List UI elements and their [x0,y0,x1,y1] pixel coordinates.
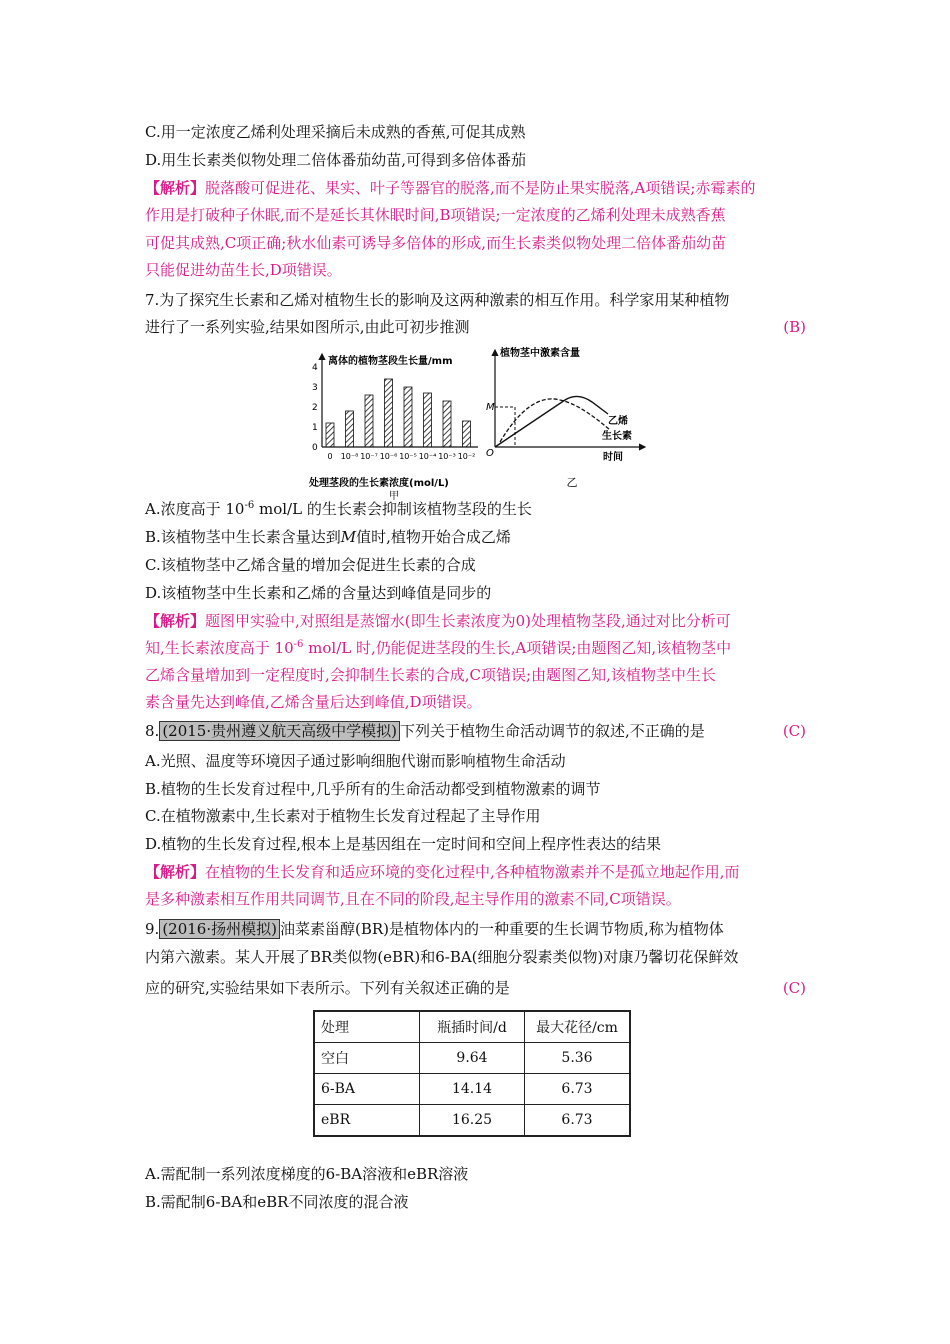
table-cell: 16.25 [420,1105,525,1137]
q7-stem-line-2: 进行了一系列实验,结果如图所示,由此可初步推测 [145,318,470,336]
chart-yi-series-ethylene: 乙烯 [608,416,628,427]
q9-data-table [313,1010,631,1137]
chart-yi-caption: 乙 [566,476,578,489]
q9-stem-line-1 [145,918,724,940]
chart-jia-title: 离体的植物茎段生长量/mm [328,356,453,367]
chart-jia [309,354,478,502]
q7-explanation-line-4: 素含量先达到峰值,乙烯含量后达到峰值,D项错误。 [145,693,482,711]
chart-jia-x-tick-label: 0 [327,452,333,461]
chart-jia-x-tick-label: 10⁻⁵ [399,452,417,461]
q7-figure [309,342,650,502]
table-header-cell: 处理 [314,1011,420,1043]
q8-option-b: B.植物的生长发育过程中,几乎所有的生命活动都受到植物激素的调节 [145,780,601,798]
q7-option-a [145,498,532,520]
q6-explanation-line-2: 作用是打破种子休眠,而不是延长其休眠时间,B项错误;一定浓度的乙烯利处理未成熟香蕉 [145,206,726,224]
chart-jia-bar [443,401,451,447]
chart-jia-caption: 甲 [389,491,399,502]
table-header-cell: 瓶插时间/d [420,1011,525,1043]
q7-option-b-text: B.该植物茎中生长素含量达到 [145,528,341,546]
chart-jia-bar [463,421,471,447]
explanation-tag: 【解析】 [145,612,206,630]
explanation-text: 脱落酸可促进花、果实、叶子等器官的脱落,而不是防止果实脱落,A项错误;赤霉素的 [205,179,756,197]
chart-jia-bar [326,423,334,447]
q7-option-b [145,526,511,548]
q9-option-b: B.需配制6-BA和eBR不同浓度的混合液 [145,1193,409,1211]
q8-answer: (C) [782,722,806,740]
explanation-text: 知,生长素浓度高于 10 [145,639,294,657]
table-cell: 6.73 [525,1105,631,1137]
q6-explanation-line-4: 只能促进幼苗生长,D项错误。 [145,261,342,279]
chart-jia-bar [346,411,354,447]
q8-stem [145,720,705,742]
chart-jia-x-tick-label: 10⁻⁴ [418,452,437,461]
chart-yi-series-auxin: 生长素 [602,431,632,442]
chart-jia-y-tick-label: 0 [312,443,318,453]
q9-answer: (C) [782,979,806,997]
q8-source-tag: (2015·贵州遵义航天高级中学模拟) [159,721,400,741]
q7-explanation-line-1 [145,610,731,632]
table-row [314,1043,630,1074]
q8-option-a: A.光照、温度等环境因子通过影响细胞代谢而影响植物生命活动 [145,752,566,770]
chart-jia-bar [385,379,393,447]
chart-jia-bar [424,393,432,447]
table-row [314,1105,630,1137]
q9-stem-line-2: 内第六激素。某人开展了BR类似物(eBR)和6-BA(细胞分裂素类似物)对康乃馨切花保鲜效 [145,948,739,966]
q8-stem-text: 下列关于植物生命活动调节的叙述,不正确的是 [399,722,705,740]
table-cell: 6.73 [525,1074,631,1105]
q6-explanation-line-3: 可促其成熟,C项正确;秋水仙素可诱导多倍体的形成,而生长素类似物处理二倍体番茄幼苗 [145,234,727,252]
q7-option-b-m: M [340,528,357,546]
explanation-text: 题图甲实验中,对照组是蒸馏水(即生长素浓度为0)处理植物茎段,通过对比分析可 [205,612,731,630]
chart-jia-y-tick-label: 3 [312,383,318,393]
chart-jia-y-tick-label: 1 [312,423,318,433]
chart-jia-x-tick-label: 10⁻³ [438,452,456,461]
chart-jia-bar [404,387,412,447]
chart-yi [486,346,645,489]
q6-option-c: C.用一定浓度乙烯利处理采摘后未成熟的香蕉,可促其成熟 [145,123,526,141]
table-cell: 6-BA [314,1074,420,1105]
q7-option-b-text-end: 值时,植物开始合成乙烯 [356,528,511,546]
q7-option-c: C.该植物茎中乙烯含量的增加会促进生长素的合成 [145,556,476,574]
q7-option-a-exponent: -6 [244,500,255,511]
q6-option-d: D.用生长素类似物处理二倍体番茄幼苗,可得到多倍体番茄 [145,151,527,169]
q7-answer: (B) [783,318,806,336]
q8-option-c: C.在植物激素中,生长素对于植物生长发育过程起了主导作用 [145,807,541,825]
chart-yi-origin: O [486,448,494,459]
chart-jia-x-tick-label: 10⁻² [457,452,476,461]
q7-option-a-text: A.浓度高于 10 [145,500,245,518]
explanation-text: 在植物的生长发育和适应环境的变化过程中,各种植物激素并不是孤立地起作用,而 [205,863,740,881]
q7-explanation-line-2 [145,637,731,659]
q8-explanation-line-2: 是多种激素相互作用共同调节,且在不同的阶段,起主导作用的激素不同,C项错误。 [145,890,681,908]
table-cell: eBR [314,1105,420,1137]
q9-option-a: A.需配制一系列浓度梯度的6-BA溶液和eBR溶液 [145,1165,469,1183]
chart-jia-x-tick-label: 10⁻⁸ [340,452,359,461]
chart-jia-xlabel: 处理茎段的生长素浓度(mol/L) [309,478,449,489]
explanation-text-end: mol/L 时,仍能促进茎段的生长,A项错误;由题图乙知,该植物茎中 [303,639,732,657]
q7-option-d: D.该植物茎中生长素和乙烯的含量达到峰值是同步的 [145,584,492,602]
q8-explanation-line-1 [145,861,740,883]
explanation-tag: 【解析】 [145,179,206,197]
chart-jia-x-tick-label: 10⁻⁷ [360,452,378,461]
chart-jia-bar [365,395,373,447]
q7-explanation-line-3: 乙烯含量增加到一定程度时,会抑制生长素的合成,C项错误;由题图乙知,该植物茎中生长 [145,666,716,684]
q6-explanation-line-1 [145,177,755,199]
table-header-row [314,1011,630,1043]
chart-yi-m-label: M [486,402,495,413]
table-cell: 14.14 [420,1074,525,1105]
q8-number: 8. [145,722,160,740]
table-cell: 5.36 [525,1043,631,1074]
table-cell: 空白 [314,1043,420,1074]
table-header-cell: 最大花径/cm [525,1011,631,1043]
q9-stem-text: 油菜素甾醇(BR)是植物体内的一种重要的生长调节物质,称为植物体 [279,920,724,938]
explanation-tag: 【解析】 [145,863,206,881]
chart-yi-ethylene-line [495,396,608,447]
q9-stem-line-3: 应的研究,实验结果如下表所示。下列有关叙述正确的是 [145,979,510,997]
table-cell: 9.64 [420,1043,525,1074]
explanation-exponent: -6 [293,639,304,650]
q9-source-tag: (2016·扬州模拟) [159,919,280,939]
q9-number: 9. [145,920,160,938]
chart-yi-auxin-line [500,399,610,442]
q7-stem-line-1: 7.为了探究生长素和乙烯对植物生长的影响及这两种激素的相互作用。科学家用某种植物 [145,291,730,309]
q7-option-a-text-end: mol/L 的生长素会抑制该植物茎段的生长 [254,500,532,518]
chart-jia-y-tick-label: 2 [312,403,318,413]
chart-jia-y-tick-label: 4 [312,363,318,373]
q8-option-d: D.植物的生长发育过程,根本上是基因组在一定时间和空间上程序性表达的结果 [145,835,662,853]
table-row [314,1074,630,1105]
chart-yi-xlabel: 时间 [603,452,623,463]
chart-yi-title: 植物茎中激素含量 [500,348,580,359]
chart-jia-x-tick-label: 10⁻⁶ [379,452,398,461]
